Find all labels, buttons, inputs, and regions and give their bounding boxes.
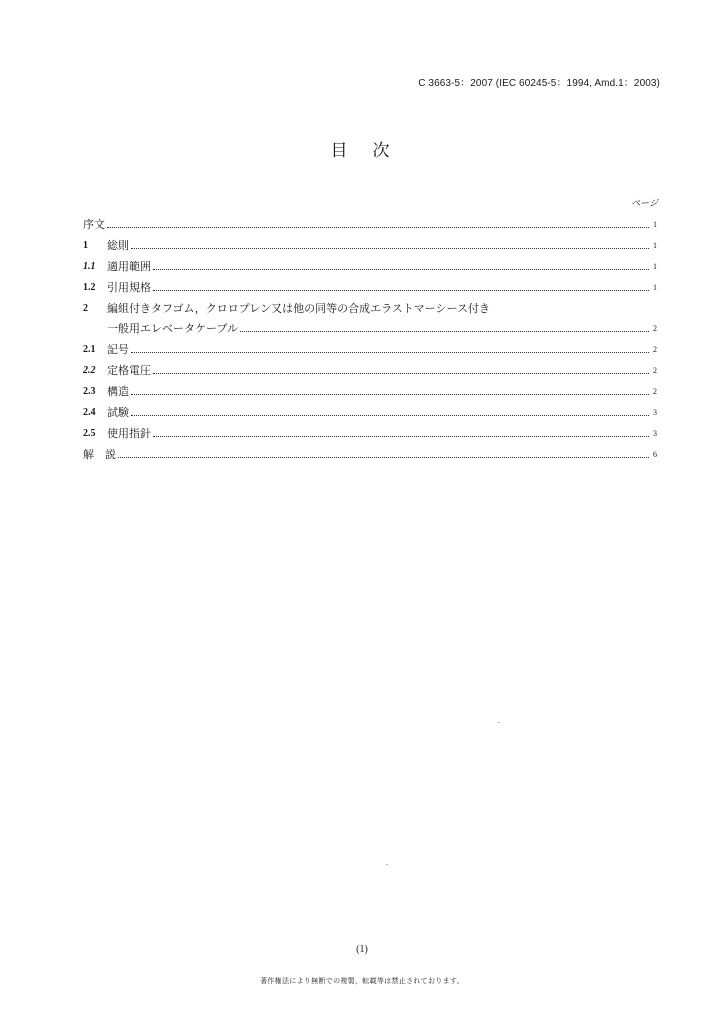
toc-entry-page: 2 — [653, 387, 657, 396]
toc-title: 目 次 — [330, 141, 394, 161]
toc-entry-title: 適用範囲 — [107, 260, 151, 273]
toc-entry-page: 3 — [653, 408, 657, 417]
toc-leader — [118, 457, 649, 458]
toc-leader — [240, 331, 649, 332]
toc-leader — [107, 227, 649, 228]
toc-entry-title: 序文 — [83, 218, 105, 231]
header-document-code: C 3663-5：2007 (IEC 60245-5：1994, Amd.1：2003) — [418, 78, 660, 89]
toc-entry-2-2 — [83, 356, 657, 377]
toc-entry-page: 6 — [653, 450, 657, 459]
toc-leader — [153, 373, 649, 374]
toc-leader — [131, 248, 649, 249]
toc-leader — [131, 415, 649, 416]
toc-entry-commentary — [83, 440, 657, 461]
toc-entry-number: 2 — [83, 303, 88, 314]
toc-entry-2-5 — [83, 419, 657, 440]
toc-entry-number: 2.4 — [83, 407, 96, 418]
toc-entry-page: 2 — [653, 324, 657, 333]
toc-entry-1 — [83, 231, 657, 252]
scan-speck — [386, 864, 388, 865]
toc-entry-1-1 — [83, 252, 657, 273]
toc-entry-number: 1 — [83, 240, 88, 251]
page-column-label: ページ — [631, 199, 658, 209]
copyright-notice: 著作権法により無断での複製，転載等は禁止されております。 — [260, 977, 464, 985]
toc-entry-number: 2.3 — [83, 386, 96, 397]
toc-entry-1-2 — [83, 273, 657, 294]
toc-entry-title: 構造 — [107, 385, 129, 398]
toc-entry-page: 2 — [653, 345, 657, 354]
toc-entry-number: 2.5 — [83, 428, 96, 439]
toc-entry-number: 2.1 — [83, 344, 96, 355]
toc-entry-page: 1 — [653, 241, 657, 250]
toc-entry-title: 編組付きタフゴム，クロロプレン又は他の同等の合成エラストマーシース付き — [107, 302, 490, 315]
toc-leader — [153, 269, 649, 270]
toc-leader — [131, 352, 649, 353]
toc-entry-title: 記号 — [107, 343, 129, 356]
toc-entry-2-3 — [83, 377, 657, 398]
toc-entry-page: 2 — [653, 366, 657, 375]
toc-leader — [131, 394, 649, 395]
toc-entry-2-4 — [83, 398, 657, 419]
toc-entry-page: 3 — [653, 429, 657, 438]
toc-leader — [153, 436, 649, 437]
toc-entry-title: 試験 — [107, 406, 129, 419]
table-of-contents — [83, 210, 657, 461]
toc-entry-page: 1 — [653, 262, 657, 271]
scan-speck — [498, 722, 500, 723]
page-number: (1) — [356, 944, 368, 955]
toc-leader — [153, 290, 649, 291]
toc-entry-2-1 — [83, 335, 657, 356]
toc-entry-preface — [83, 210, 657, 231]
toc-entry-2 — [83, 294, 657, 315]
toc-entry-title: 使用指針 — [107, 427, 151, 440]
toc-entry-title: 定格電圧 — [107, 364, 151, 377]
toc-entry-number: 2.2 — [83, 365, 96, 376]
toc-entry-page: 1 — [653, 283, 657, 292]
toc-entry-title: 解 説 — [83, 448, 116, 461]
toc-entry-title: 総則 — [107, 239, 129, 252]
toc-entry-page: 1 — [653, 220, 657, 229]
toc-entry-number: 1.1 — [83, 261, 96, 272]
toc-entry-title: 引用規格 — [107, 281, 151, 294]
toc-entry-title-continued: 一般用エレベータケーブル — [107, 322, 239, 335]
toc-entry-number: 1.2 — [83, 282, 96, 293]
toc-entry-2-continued — [83, 315, 657, 335]
